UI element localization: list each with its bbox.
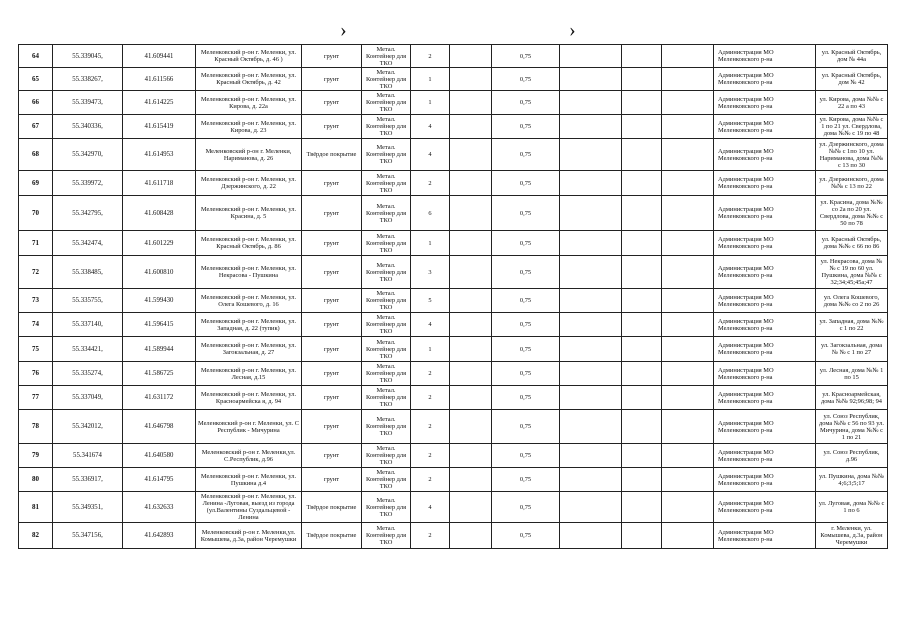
- empty-cell: [662, 523, 714, 549]
- latitude-cell: 55.339972,: [53, 171, 123, 196]
- container-type-cell: Метал. Контейнер для ТКО: [362, 115, 411, 139]
- surface-cell: грунт: [302, 231, 362, 256]
- address-cell: Меленковский р-он г. Меленки, ул. Красина, д. 5: [196, 196, 302, 231]
- empty-cell: [622, 386, 662, 410]
- served-objects-cell: ул. Луговая, дома №№ с 1 по 6: [816, 492, 888, 523]
- volume-cell: 0,75: [492, 115, 560, 139]
- address-cell: Меленковский р-он г. Меленки, ул. Красный Октябрь, д. 86: [196, 231, 302, 256]
- container-count-cell: 2: [411, 45, 450, 68]
- row-number: 75: [19, 337, 53, 362]
- surface-cell: грунт: [302, 115, 362, 139]
- volume-cell: 0,75: [492, 289, 560, 313]
- volume-cell: 0,75: [492, 91, 560, 115]
- empty-cell: [560, 115, 622, 139]
- row-number: 82: [19, 523, 53, 549]
- latitude-cell: 55.334421,: [53, 337, 123, 362]
- address-cell: Меленковский р-он г. Меленки,ул. С.Республик, д.96: [196, 444, 302, 468]
- volume-cell: 0,75: [492, 68, 560, 91]
- owner-cell: Администрация МО Меленковского р-на: [714, 337, 816, 362]
- address-cell: Меленковский р-он г. Меленки, ул. Олега Кошевого, д. 16: [196, 289, 302, 313]
- owner-cell: Администрация МО Меленковского р-на: [714, 231, 816, 256]
- latitude-cell: 55.335755,: [53, 289, 123, 313]
- surface-cell: грунт: [302, 410, 362, 444]
- empty-cell: [560, 68, 622, 91]
- container-count-cell: 1: [411, 91, 450, 115]
- owner-cell: Администрация МО Меленковского р-на: [714, 256, 816, 289]
- owner-cell: Администрация МО Меленковского р-на: [714, 362, 816, 386]
- served-objects-cell: ул. Лесная, дома №№ 1 по 15: [816, 362, 888, 386]
- volume-cell: 0,75: [492, 444, 560, 468]
- owner-cell: Администрация МО Меленковского р-на: [714, 196, 816, 231]
- container-type-cell: Метал. Контейнер для ТКО: [362, 444, 411, 468]
- container-sites-table: [18, 44, 888, 549]
- served-objects-cell: ул. Дзержинского, дома №№ с 1по 10 ул. Нариманова, дома №№ с 13 по 30: [816, 139, 888, 171]
- empty-cell: [662, 91, 714, 115]
- volume-cell: 0,75: [492, 313, 560, 337]
- table-row: [19, 386, 888, 410]
- served-objects-cell: ул. Красный Октябрь, дома №№ с 66 по 86: [816, 231, 888, 256]
- address-cell: Меленковский р-он г. Меленки, ул. Некрасова - Пушкина: [196, 256, 302, 289]
- empty-cell: [662, 444, 714, 468]
- container-count-cell: 1: [411, 231, 450, 256]
- surface-cell: Твёрдое покрытие: [302, 492, 362, 523]
- volume-cell: 0,75: [492, 45, 560, 68]
- row-number: 73: [19, 289, 53, 313]
- row-number: 81: [19, 492, 53, 523]
- table-row: [19, 139, 888, 171]
- surface-cell: грунт: [302, 256, 362, 289]
- latitude-cell: 55.339473,: [53, 91, 123, 115]
- longitude-cell: 41.596415: [123, 313, 196, 337]
- empty-cell: [622, 410, 662, 444]
- empty-cell: [662, 45, 714, 68]
- latitude-cell: 55.336917,: [53, 468, 123, 492]
- table-row: [19, 115, 888, 139]
- empty-cell: [560, 523, 622, 549]
- empty-cell: [662, 492, 714, 523]
- latitude-cell: 55.338267,: [53, 68, 123, 91]
- surface-cell: Твёрдое покрытие: [302, 523, 362, 549]
- volume-cell: 0,75: [492, 196, 560, 231]
- empty-cell: [560, 362, 622, 386]
- container-type-cell: Метал. Контейнер для ТКО: [362, 523, 411, 549]
- empty-cell: [662, 313, 714, 337]
- row-number: 79: [19, 444, 53, 468]
- container-count-cell: 2: [411, 386, 450, 410]
- owner-cell: Администрация МО Меленковского р-на: [714, 523, 816, 549]
- longitude-cell: 41.611718: [123, 171, 196, 196]
- container-type-cell: Метал. Контейнер для ТКО: [362, 91, 411, 115]
- latitude-cell: 55.339045,: [53, 45, 123, 68]
- empty-cell: [662, 231, 714, 256]
- volume-cell: 0,75: [492, 523, 560, 549]
- row-number: 64: [19, 45, 53, 68]
- empty-cell: [662, 468, 714, 492]
- row-number: 72: [19, 256, 53, 289]
- table-row: [19, 492, 888, 523]
- owner-cell: Администрация МО Меленковского р-на: [714, 468, 816, 492]
- container-type-cell: Метал. Контейнер для ТКО: [362, 256, 411, 289]
- served-objects-cell: ул. Красный Октябрь, дом № 44а: [816, 45, 888, 68]
- volume-cell: 0,75: [492, 337, 560, 362]
- row-number: 76: [19, 362, 53, 386]
- empty-cell: [560, 444, 622, 468]
- empty-cell: [560, 410, 622, 444]
- empty-cell: [560, 289, 622, 313]
- container-type-cell: Метал. Контейнер для ТКО: [362, 313, 411, 337]
- container-type-cell: Метал. Контейнер для ТКО: [362, 362, 411, 386]
- empty-cell: [560, 91, 622, 115]
- surface-cell: грунт: [302, 45, 362, 68]
- empty-cell: [450, 468, 492, 492]
- longitude-cell: 41.646798: [123, 410, 196, 444]
- owner-cell: Администрация МО Меленковского р-на: [714, 91, 816, 115]
- longitude-cell: 41.611566: [123, 68, 196, 91]
- empty-cell: [560, 256, 622, 289]
- empty-cell: [560, 337, 622, 362]
- served-objects-cell: ул. Дзержинского, дома №№ с 13 по 22: [816, 171, 888, 196]
- empty-cell: [662, 362, 714, 386]
- latitude-cell: 55.347156,: [53, 523, 123, 549]
- row-number: 67: [19, 115, 53, 139]
- empty-cell: [450, 410, 492, 444]
- longitude-cell: 41.640580: [123, 444, 196, 468]
- owner-cell: Администрация МО Меленковского р-на: [714, 289, 816, 313]
- served-objects-cell: ул. Пушкина, дома №№ 4;6;3;5;17: [816, 468, 888, 492]
- row-number: 77: [19, 386, 53, 410]
- empty-cell: [662, 256, 714, 289]
- empty-cell: [560, 231, 622, 256]
- table-row: [19, 444, 888, 468]
- empty-cell: [662, 171, 714, 196]
- volume-cell: 0,75: [492, 386, 560, 410]
- longitude-cell: 41.614225: [123, 91, 196, 115]
- volume-cell: 0,75: [492, 139, 560, 171]
- surface-cell: грунт: [302, 289, 362, 313]
- empty-cell: [622, 256, 662, 289]
- owner-cell: Администрация МО Меленковского р-на: [714, 492, 816, 523]
- latitude-cell: 55.342012,: [53, 410, 123, 444]
- owner-cell: Администрация МО Меленковского р-на: [714, 68, 816, 91]
- empty-cell: [450, 362, 492, 386]
- empty-cell: [560, 492, 622, 523]
- longitude-cell: 41.600810: [123, 256, 196, 289]
- empty-cell: [450, 196, 492, 231]
- row-number: 69: [19, 171, 53, 196]
- container-count-cell: 4: [411, 313, 450, 337]
- empty-cell: [662, 337, 714, 362]
- empty-cell: [622, 91, 662, 115]
- empty-cell: [622, 492, 662, 523]
- surface-cell: грунт: [302, 444, 362, 468]
- longitude-cell: 41.608428: [123, 196, 196, 231]
- longitude-cell: 41.632633: [123, 492, 196, 523]
- empty-cell: [450, 313, 492, 337]
- owner-cell: Администрация МО Меленковского р-на: [714, 386, 816, 410]
- table-row: [19, 68, 888, 91]
- table-row: [19, 362, 888, 386]
- address-cell: Меленковский р-он г. Меленки, ул. Западная, д. 22 (тупик): [196, 313, 302, 337]
- empty-cell: [622, 444, 662, 468]
- empty-cell: [662, 289, 714, 313]
- volume-cell: 0,75: [492, 231, 560, 256]
- empty-cell: [622, 196, 662, 231]
- table-row: [19, 171, 888, 196]
- empty-cell: [450, 91, 492, 115]
- empty-cell: [622, 313, 662, 337]
- address-cell: Меленковский р-он г. Меленки, ул. Лесная, д.15: [196, 362, 302, 386]
- owner-cell: Администрация МО Меленковского р-на: [714, 139, 816, 171]
- container-count-cell: 4: [411, 139, 450, 171]
- latitude-cell: 55.342970,: [53, 139, 123, 171]
- empty-cell: [560, 313, 622, 337]
- longitude-cell: 41.589944: [123, 337, 196, 362]
- container-count-cell: 3: [411, 256, 450, 289]
- table-row: [19, 410, 888, 444]
- served-objects-cell: ул. Красина, дома №№ со 2а по 20 ул. Свердлова, дома №№ с 50 по 78: [816, 196, 888, 231]
- empty-cell: [622, 468, 662, 492]
- empty-cell: [622, 171, 662, 196]
- container-type-cell: Метал. Контейнер для ТКО: [362, 139, 411, 171]
- served-objects-cell: ул. Красный Октябрь, дом № 42: [816, 68, 888, 91]
- longitude-cell: 41.615419: [123, 115, 196, 139]
- longitude-cell: 41.642893: [123, 523, 196, 549]
- empty-cell: [560, 171, 622, 196]
- container-count-cell: 2: [411, 362, 450, 386]
- latitude-cell: 55.342474,: [53, 231, 123, 256]
- longitude-cell: 41.599430: [123, 289, 196, 313]
- container-count-cell: 6: [411, 196, 450, 231]
- table-row: [19, 256, 888, 289]
- container-type-cell: Метал. Контейнер для ТКО: [362, 289, 411, 313]
- empty-cell: [450, 444, 492, 468]
- longitude-cell: 41.609441: [123, 45, 196, 68]
- empty-cell: [622, 115, 662, 139]
- empty-cell: [450, 171, 492, 196]
- table-row: [19, 289, 888, 313]
- owner-cell: Администрация МО Меленковского р-на: [714, 444, 816, 468]
- container-type-cell: Метал. Контейнер для ТКО: [362, 468, 411, 492]
- table-row: [19, 231, 888, 256]
- container-type-cell: Метал. Контейнер для ТКО: [362, 337, 411, 362]
- empty-cell: [560, 45, 622, 68]
- surface-cell: грунт: [302, 68, 362, 91]
- empty-cell: [560, 139, 622, 171]
- empty-cell: [662, 196, 714, 231]
- empty-cell: [622, 45, 662, 68]
- container-count-cell: 2: [411, 171, 450, 196]
- latitude-cell: 55.337049,: [53, 386, 123, 410]
- empty-cell: [450, 139, 492, 171]
- address-cell: Меленковский р-он г. Меленки, ул. Кирова, д. 23: [196, 115, 302, 139]
- empty-cell: [450, 45, 492, 68]
- owner-cell: Администрация МО Меленковского р-на: [714, 410, 816, 444]
- served-objects-cell: ул. Олега Кошевого, дома №№ со 2 по 26: [816, 289, 888, 313]
- punch-mark-right: ›: [569, 19, 576, 41]
- served-objects-cell: ул. Союз Республик, д.96: [816, 444, 888, 468]
- container-count-cell: 2: [411, 410, 450, 444]
- surface-cell: грунт: [302, 313, 362, 337]
- container-count-cell: 5: [411, 289, 450, 313]
- row-number: 66: [19, 91, 53, 115]
- address-cell: Меленковский р-он г. Меленки, ул. Загокзальная, д. 27: [196, 337, 302, 362]
- container-type-cell: Метал. Контейнер для ТКО: [362, 68, 411, 91]
- empty-cell: [450, 337, 492, 362]
- surface-cell: грунт: [302, 468, 362, 492]
- latitude-cell: 55.335274,: [53, 362, 123, 386]
- empty-cell: [450, 115, 492, 139]
- empty-cell: [450, 523, 492, 549]
- empty-cell: [662, 68, 714, 91]
- container-type-cell: Метал. Контейнер для ТКО: [362, 410, 411, 444]
- address-cell: Меленковский р-он г. Меленки, ул. Красноармейска я, д. 94: [196, 386, 302, 410]
- container-count-cell: 2: [411, 468, 450, 492]
- latitude-cell: 55.340336,: [53, 115, 123, 139]
- volume-cell: 0,75: [492, 492, 560, 523]
- container-type-cell: Метал. Контейнер для ТКО: [362, 171, 411, 196]
- empty-cell: [662, 410, 714, 444]
- longitude-cell: 41.601229: [123, 231, 196, 256]
- address-cell: Меленковский р-он г. Меленки, ул. Красный Октябрь, д. 42: [196, 68, 302, 91]
- surface-cell: грунт: [302, 196, 362, 231]
- container-type-cell: Метал. Контейнер для ТКО: [362, 45, 411, 68]
- longitude-cell: 41.614795: [123, 468, 196, 492]
- table-row: [19, 196, 888, 231]
- row-number: 78: [19, 410, 53, 444]
- empty-cell: [622, 523, 662, 549]
- volume-cell: 0,75: [492, 468, 560, 492]
- punch-mark-left: ›: [340, 19, 347, 41]
- container-count-cell: 2: [411, 444, 450, 468]
- empty-cell: [662, 386, 714, 410]
- latitude-cell: 55.337140,: [53, 313, 123, 337]
- empty-cell: [450, 68, 492, 91]
- empty-cell: [622, 231, 662, 256]
- empty-cell: [622, 68, 662, 91]
- row-number: 80: [19, 468, 53, 492]
- served-objects-cell: ул. Кирова, дома №№ с 1 по 21 ул. Свердлова, дома №№ с 19 по 48: [816, 115, 888, 139]
- volume-cell: 0,75: [492, 171, 560, 196]
- empty-cell: [622, 362, 662, 386]
- container-type-cell: Метал. Контейнер для ТКО: [362, 492, 411, 523]
- container-count-cell: 4: [411, 115, 450, 139]
- owner-cell: Администрация МО Меленковского р-на: [714, 171, 816, 196]
- empty-cell: [450, 289, 492, 313]
- empty-cell: [622, 289, 662, 313]
- empty-cell: [450, 231, 492, 256]
- surface-cell: грунт: [302, 91, 362, 115]
- surface-cell: Твёрдое покрытие: [302, 139, 362, 171]
- latitude-cell: 55.342795,: [53, 196, 123, 231]
- served-objects-cell: ул. Западная, дома №№ с 1 по 22: [816, 313, 888, 337]
- address-cell: Меленковский р-он г. Меленки, ул. Дзержинского, д. 22: [196, 171, 302, 196]
- container-type-cell: Метал. Контейнер для ТКО: [362, 386, 411, 410]
- address-cell: Меленковский р-он г. Меленки, ул. Красный Октябрь, д. 46 ): [196, 45, 302, 68]
- latitude-cell: 55.349351,: [53, 492, 123, 523]
- served-objects-cell: ул. Красноармейская, дома №№ 92;96;98; 94: [816, 386, 888, 410]
- served-objects-cell: ул. Кирова, дома №№ с 22 а по 43: [816, 91, 888, 115]
- volume-cell: 0,75: [492, 256, 560, 289]
- longitude-cell: 41.586725: [123, 362, 196, 386]
- row-number: 74: [19, 313, 53, 337]
- served-objects-cell: ул. Некрасова, дома №№ с 19 по 60 ул. Пушкина, дома №№ с 32;34;45;45а;47: [816, 256, 888, 289]
- address-cell: Меленковский р-он г. Меленки, ул. Кирова, д. 22а: [196, 91, 302, 115]
- table-row: [19, 91, 888, 115]
- served-objects-cell: ул. Союз Республик, дома №№ с 56 по 93 ул. Мичурина, дома №№ с 1 по 21: [816, 410, 888, 444]
- latitude-cell: 55.341674: [53, 444, 123, 468]
- row-number: 65: [19, 68, 53, 91]
- table-row: [19, 337, 888, 362]
- longitude-cell: 41.631172: [123, 386, 196, 410]
- container-count-cell: 4: [411, 492, 450, 523]
- owner-cell: Администрация МО Меленковского р-на: [714, 45, 816, 68]
- served-objects-cell: г. Меленки, ул. Комышева, д.3а, район Черемушки: [816, 523, 888, 549]
- row-number: 68: [19, 139, 53, 171]
- address-cell: Меленковский р-он г. Меленки, Нариманова, д. 26: [196, 139, 302, 171]
- container-type-cell: Метал. Контейнер для ТКО: [362, 231, 411, 256]
- empty-cell: [662, 115, 714, 139]
- surface-cell: грунт: [302, 362, 362, 386]
- owner-cell: Администрация МО Меленковского р-на: [714, 115, 816, 139]
- address-cell: Меленковский р-он г. Меленки, ул. Ленина -Луговая, выезд из города (ул.Валентины Суздальцевой - Ленина: [196, 492, 302, 523]
- served-objects-cell: ул. Загокзальная, дома № № с 1 по 27: [816, 337, 888, 362]
- address-cell: Меленковский р-он г. Меленки, ул. Пушкина д.4: [196, 468, 302, 492]
- volume-cell: 0,75: [492, 362, 560, 386]
- address-cell: Меленковский р-он г. Меленки, ул. С Республик - Мичурина: [196, 410, 302, 444]
- row-number: 70: [19, 196, 53, 231]
- table-row: [19, 468, 888, 492]
- surface-cell: грунт: [302, 171, 362, 196]
- table-row: [19, 313, 888, 337]
- longitude-cell: 41.614953: [123, 139, 196, 171]
- address-cell: Меленковский р-он г. Меленки,ул. Комышева, д.3а, район Черемушки: [196, 523, 302, 549]
- empty-cell: [662, 139, 714, 171]
- container-count-cell: 1: [411, 68, 450, 91]
- volume-cell: 0,75: [492, 410, 560, 444]
- empty-cell: [450, 256, 492, 289]
- empty-cell: [622, 139, 662, 171]
- table-row: [19, 45, 888, 68]
- container-count-cell: 2: [411, 523, 450, 549]
- container-count-cell: 1: [411, 337, 450, 362]
- empty-cell: [560, 386, 622, 410]
- owner-cell: Администрация МО Меленковского р-на: [714, 313, 816, 337]
- empty-cell: [622, 337, 662, 362]
- row-number: 71: [19, 231, 53, 256]
- table-row: [19, 523, 888, 549]
- empty-cell: [450, 386, 492, 410]
- container-type-cell: Метал. Контейнер для ТКО: [362, 196, 411, 231]
- surface-cell: грунт: [302, 337, 362, 362]
- empty-cell: [560, 196, 622, 231]
- empty-cell: [560, 468, 622, 492]
- surface-cell: грунт: [302, 386, 362, 410]
- empty-cell: [450, 492, 492, 523]
- latitude-cell: 55.338485,: [53, 256, 123, 289]
